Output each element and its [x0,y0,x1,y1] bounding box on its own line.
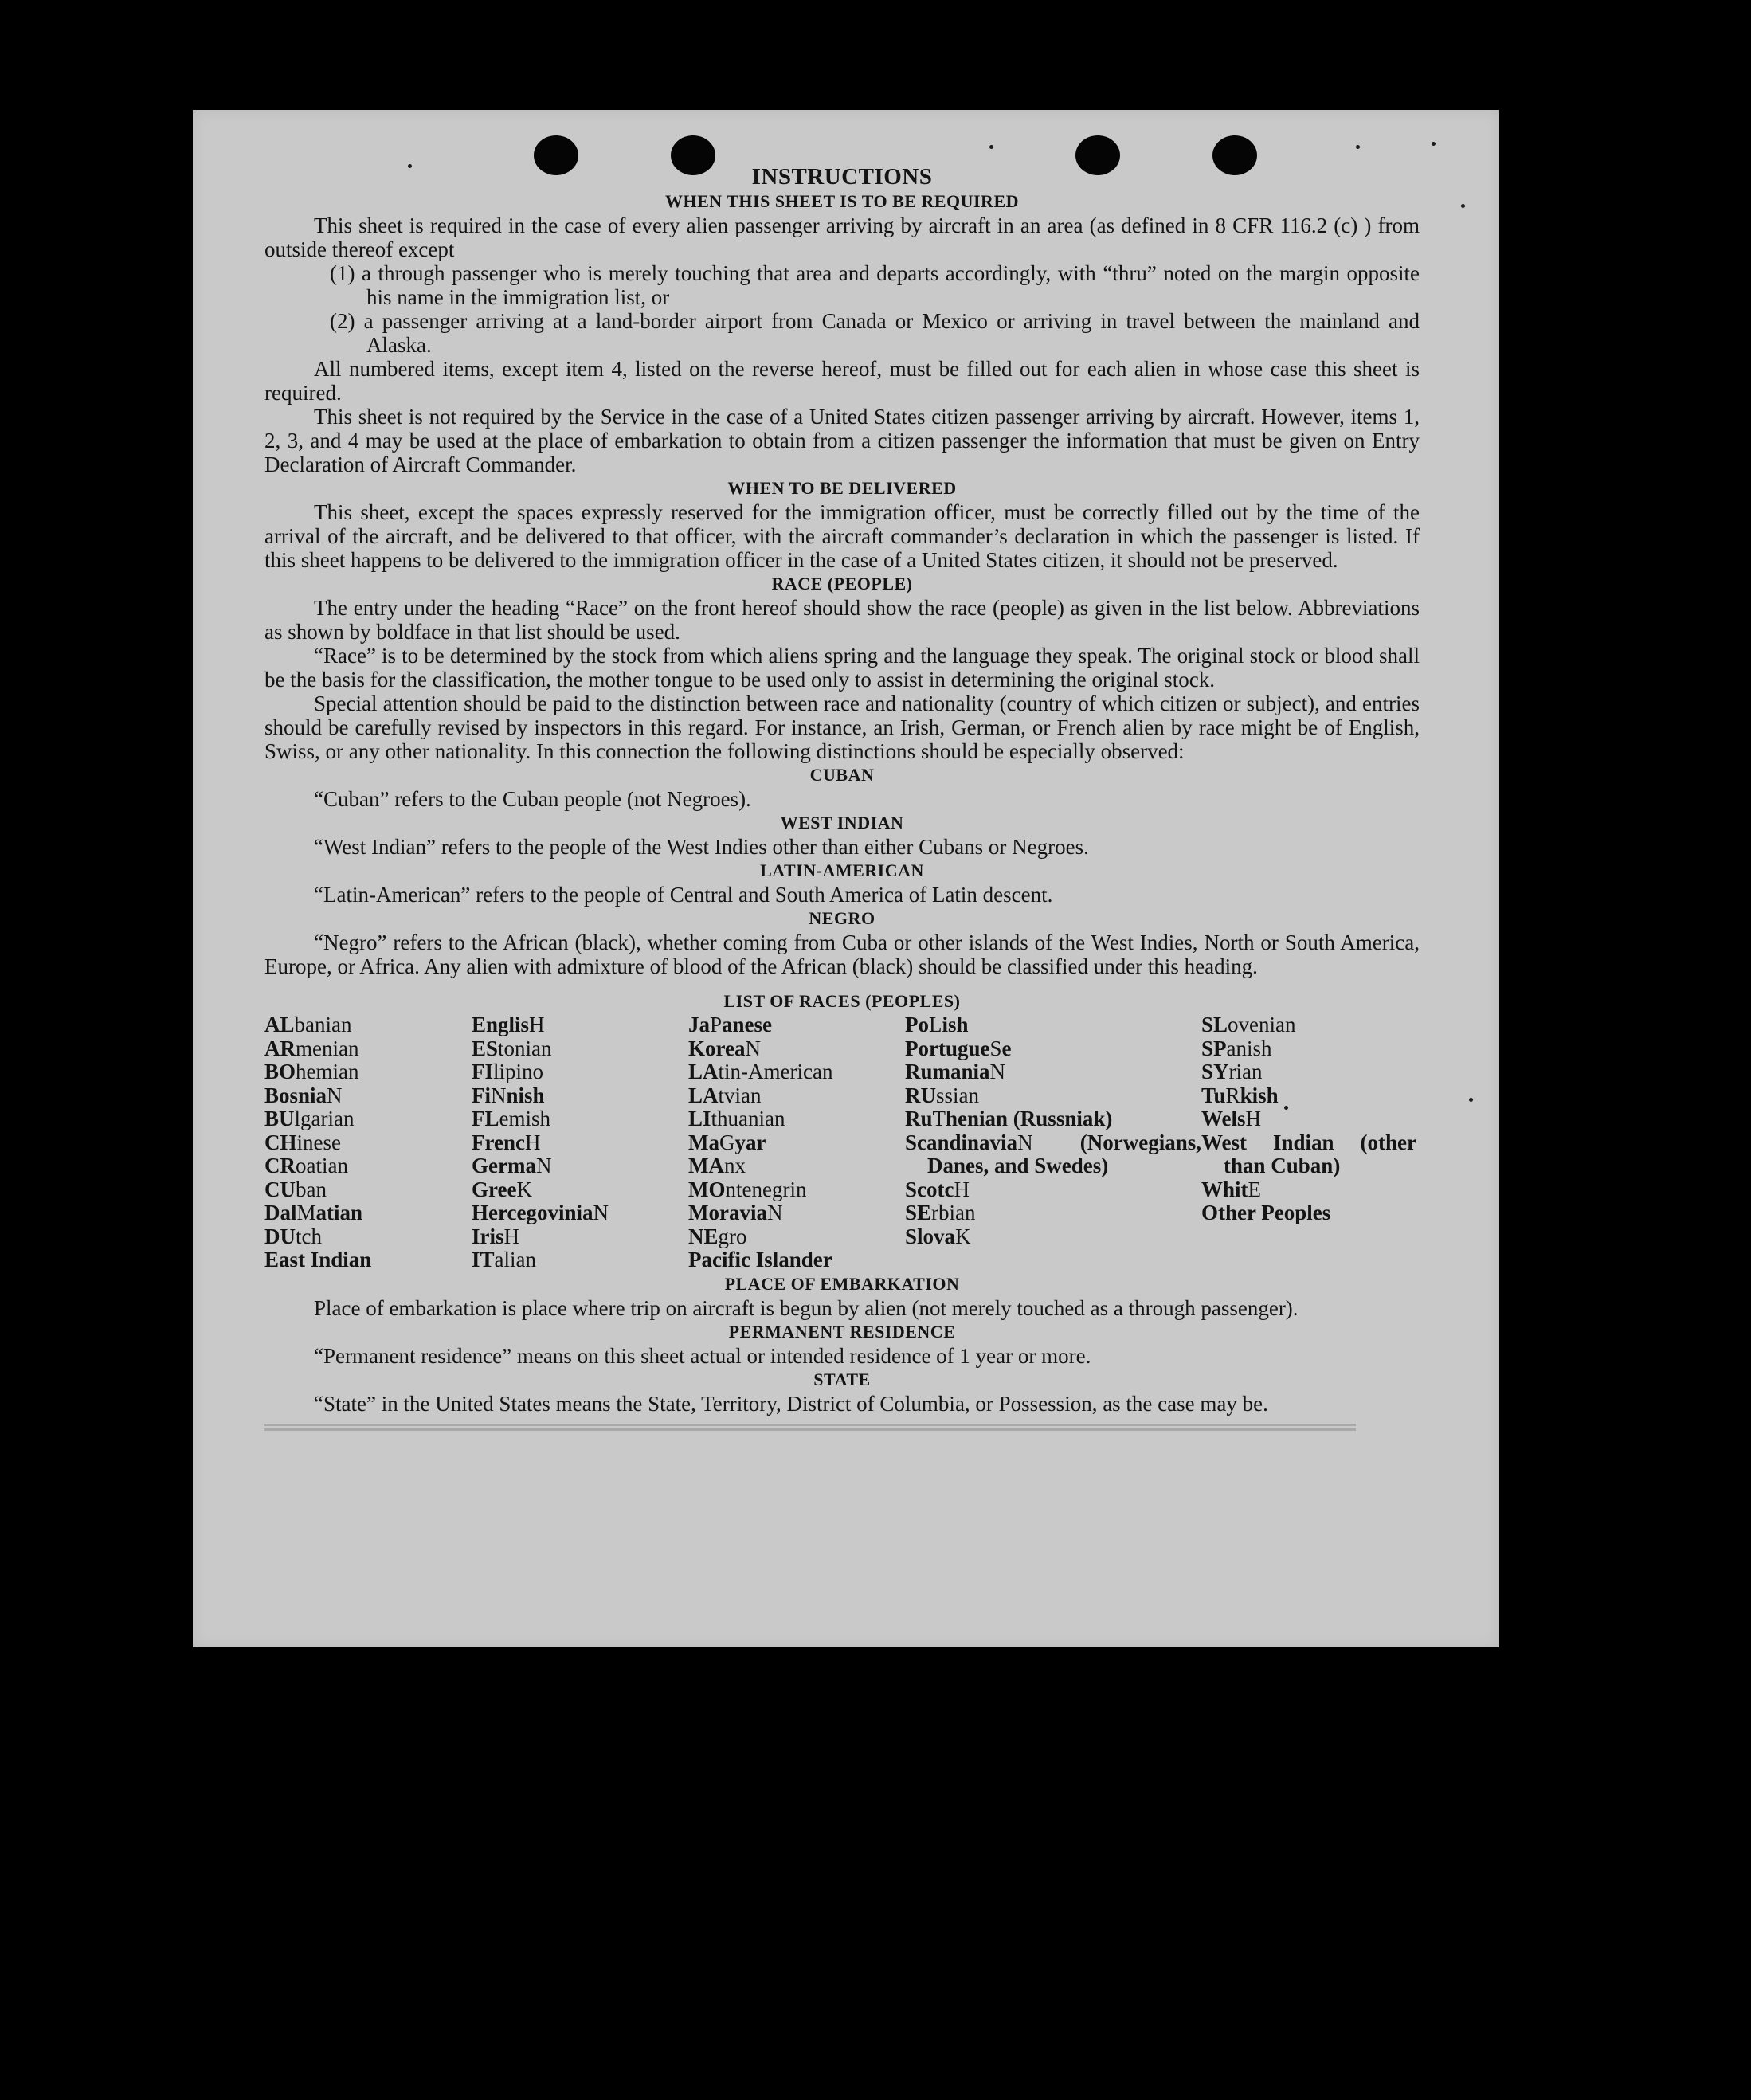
race-list [264,1013,1420,1272]
race-entry: MAnx [688,1154,746,1177]
paragraph: “Cuban” refers to the Cuban people (not Negroes). [314,787,751,811]
section-heading: WHEN THIS SHEET IS TO BE REQUIRED [664,191,1020,211]
race-entry: CHinese [264,1130,341,1154]
paragraph: All numbered items, except item 4, listed on the reverse hereof, must be filled out for each alien in whose case this sheet is required. [264,357,1420,405]
race-entry: West Indian (other than Cuban) [1201,1130,1416,1177]
race-entry: BosniaN [264,1083,343,1107]
race-entry: ScandinaviaN (Norwegians, Danes, and Swedes) [905,1130,1201,1177]
race-entry: BUlgarian [264,1107,355,1130]
paragraph: Special attention should be paid to the distinction between race and nationality (country of which citizen or subject), and entries should be carefully revised by inspectors in this regard. For instance, an Irish, German, or French alien by race might be of English, Swiss, or any other nationality. In this connection the following distinctions should be especially observed: [264,692,1420,763]
paragraph: This sheet is required in the case of every alien passenger arriving by aircraft in an area (as defined in 8 CFR 116.2 (c) ) from outside thereof except [264,214,1420,261]
race-entry: EStonian [472,1036,552,1060]
paragraph: “Race” is to be determined by the stock from which aliens spring and the language they speak. The original stock or blood shall be the basis for the classification, the mother tongue to be used only to assist in determining the original stock. [264,644,1420,692]
race-entry: Other Peoples [1201,1201,1331,1224]
race-entry: IrisH [472,1224,519,1248]
section-heading: LIST OF RACES (PEOPLES) [723,991,961,1011]
race-entry: GermaN [472,1154,552,1177]
section-heading: WEST INDIAN [780,813,904,833]
race-entry: FLemish [472,1107,551,1130]
race-entry: CUban [264,1177,327,1201]
race-entry: ITalian [472,1248,537,1271]
section-heading: RACE (PEOPLE) [771,574,913,594]
page-title: INSTRUCTIONS [751,164,933,190]
list-item: (1) a through passenger who is merely touching that area and departs accordingly, with “thru” noted on the margin opposite his name in the immigration list, or [330,261,1420,309]
race-entry: WhitE [1201,1177,1262,1201]
race-column [472,1013,688,1272]
speck [989,145,993,149]
instructions-content [264,164,1420,1438]
section-heading: PERMANENT RESIDENCE [728,1321,956,1342]
list-item: (2) a passenger arriving at a land-border airport from Canada or Mexico or arriving in travel between the mainland and Alaska. [330,309,1420,357]
race-entry: KoreaN [688,1036,761,1060]
race-entry: MOntenegrin [688,1177,807,1201]
section-heading: CUBAN [809,765,875,785]
paragraph: This sheet, except the spaces expressly reserved for the immigration officer, must be correctly filled out by the time of the arrival of the aircraft, and be delivered to that officer, with the aircraft commander’s declaration in which the passenger is listed. If this sheet happens to be delivered to the immigration officer in the case of a United States citizen, it should not be preserved. [264,500,1420,572]
paragraph: “Latin-American” refers to the people of Central and South America of Latin descent. [314,883,1053,907]
race-entry: NEgro [688,1224,747,1248]
section-heading: LATIN-AMERICAN [760,860,924,880]
race-entry: SErbian [905,1201,976,1224]
speck [1432,142,1436,146]
race-entry: SLovenian [1201,1013,1296,1036]
race-entry: Pacific Islander [688,1248,832,1271]
race-entry: LAtin-American [688,1060,833,1083]
race-entry: HercegoviniaN [472,1201,609,1224]
race-entry: RUssian [905,1083,979,1107]
race-entry: RumaniaN [905,1060,1006,1083]
section-heading: PLACE OF EMBARKATION [724,1273,960,1294]
race-entry: SPanish [1201,1036,1272,1060]
race-column [905,1013,1201,1272]
race-column [264,1013,472,1272]
paragraph: “West Indian” refers to the people of the West Indies other than either Cubans or Negroes. [314,835,1089,859]
paragraph: Place of embarkation is place where trip on aircraft is begun by alien (not merely touched as a through passenger). [314,1295,1299,1320]
race-entry: MaGyar [688,1130,766,1154]
race-entry: MoraviaN [688,1201,783,1224]
race-entry: PoLish [905,1013,969,1036]
race-entry: ALbanian [264,1013,352,1036]
speck [1461,204,1465,208]
race-entry: SYrian [1201,1060,1263,1083]
race-entry: TuRkish [1201,1083,1279,1107]
race-column [688,1013,905,1272]
race-entry: PortugueSe [905,1036,1012,1060]
race-entry: DalMatian [264,1201,363,1224]
race-entry: JaPanese [688,1013,773,1036]
section-heading: WHEN TO BE DELIVERED [727,478,957,498]
race-entry: DUtch [264,1224,322,1248]
race-entry: RuThenian (Russniak) [905,1107,1113,1130]
paragraph: “State” in the United States means the State, Territory, District of Columbia, or Possession, as the case may be. [314,1391,1268,1416]
document-sheet [193,110,1499,1647]
race-entry: East Indian [264,1248,372,1271]
race-entry: SlovaK [905,1224,971,1248]
race-entry: FIlipino [472,1060,544,1083]
race-column [1201,1013,1416,1272]
speck [1356,145,1360,149]
paragraph: The entry under the heading “Race” on the front hereof should show the race (people) as given in the list below. Abbreviations as shown by boldface in that list should be used. [264,596,1420,644]
race-entry: LAtvian [688,1083,762,1107]
race-entry: LIthuanian [688,1107,785,1130]
race-entry: WelsH [1201,1107,1262,1130]
race-entry: ScotcH [905,1177,970,1201]
race-entry: CRoatian [264,1154,348,1177]
race-entry: FrencH [472,1130,541,1154]
speck [1469,1098,1473,1102]
faint-footer-print [264,1424,1420,1438]
race-entry: GreeK [472,1177,532,1201]
section-heading: NEGRO [809,908,876,928]
race-entry: ARmenian [264,1036,359,1060]
section-heading: STATE [813,1369,871,1389]
race-entry: EnglisH [472,1013,545,1036]
paragraph: This sheet is not required by the Service in the case of a United States citizen passenger arriving by aircraft. However, items 1, 2, 3, and 4 may be used at the place of embarkation to obtain from a citizen passenger the information that must be given on Entry Declaration of Aircraft Commander. [264,405,1420,476]
race-entry: FiNnish [472,1083,545,1107]
race-entry: BOhemian [264,1060,359,1083]
paragraph: “Permanent residence” means on this sheet actual or intended residence of 1 year or more. [314,1343,1091,1368]
paragraph: “Negro” refers to the African (black), whether coming from Cuba or other islands of the West Indies, North or South America, Europe, or Africa. Any alien with admixture of blood of the African (black) should be classified under this heading. [264,931,1420,978]
